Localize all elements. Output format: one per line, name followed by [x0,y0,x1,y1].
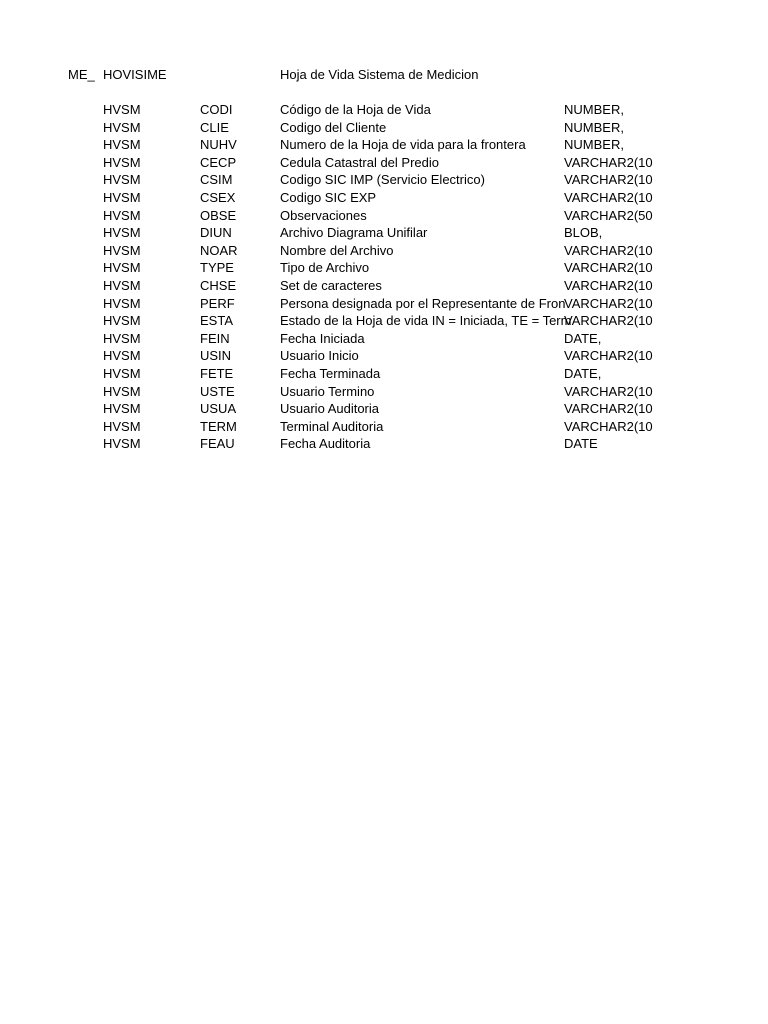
row-data-type: VARCHAR2(10 [564,154,653,170]
table-row [0,330,768,348]
row-description: Codigo SIC IMP (Servicio Electrico) [280,172,485,188]
row-description: Fecha Terminada [280,365,381,381]
row-table-code: HVSM [103,207,141,223]
row-data-type: VARCHAR2(10 [564,260,653,276]
table-row [0,119,768,137]
row-description: Terminal Auditoria [280,418,384,434]
row-data-type: VARCHAR2(10 [564,313,653,329]
row-column-code: TYPE [200,260,234,276]
row-description: Set de caracteres [280,277,382,293]
row-data-type: DATE, [564,330,602,346]
row-column-code: USIN [200,348,232,364]
row-data-type: VARCHAR2(10 [564,242,653,258]
table-row [0,207,768,225]
row-column-code: NUHV [200,137,237,153]
row-column-code: CSIM [200,172,233,188]
row-column-code: ESTA [200,313,233,329]
row-table-code: HVSM [103,383,141,399]
table-row [0,418,768,436]
row-table-code: HVSM [103,330,141,346]
row-description: Estado de la Hoja de vida IN = Iniciada, TE = Term [280,313,572,329]
row-table-code: HVSM [103,225,141,241]
row-description: Fecha Auditoria [280,436,371,452]
row-column-code: CECP [200,154,237,170]
row-column-code: USTE [200,383,235,399]
table-row [0,154,768,172]
row-data-type: NUMBER, [564,102,624,117]
row-table-code: HVSM [103,137,141,153]
row-column-code: PERF [200,295,235,311]
row-table-code: HVSM [103,418,141,434]
row-column-code: CSEX [200,189,236,205]
row-data-type: BLOB, [564,225,603,241]
row-table-code: HVSM [103,365,141,381]
row-table-code: HVSM [103,242,141,258]
row-column-code: CHSE [200,277,237,293]
row-data-type: VARCHAR2(10 [564,295,653,311]
row-data-type: VARCHAR2(50 [564,207,653,223]
row-column-code: FEIN [200,330,230,346]
table-row [0,101,768,119]
table-row [0,189,768,207]
row-table-code: HVSM [103,401,141,417]
table-row [0,224,768,242]
row-description: Nombre del Archivo [280,242,394,258]
table-row [0,312,768,330]
row-data-type: VARCHAR2(10 [564,189,653,205]
row-data-type: VARCHAR2(10 [564,383,653,399]
table-row [0,277,768,295]
row-description: Numero de la Hoja de vida para la frontera [280,137,526,153]
row-column-code: TERM [200,418,237,434]
row-description: Usuario Inicio [280,348,359,364]
row-table-code: HVSM [103,172,141,188]
table-row [0,435,768,453]
row-data-type: DATE, [564,365,602,381]
table-row [0,136,768,154]
row-data-type: VARCHAR2(10 [564,172,653,188]
row-description: Código de la Hoja de Vida [280,102,431,117]
table-row [0,259,768,277]
header-table-name: HOVISIME [103,67,167,82]
row-column-code: NOAR [200,242,238,258]
row-description: Archivo Diagrama Unifilar [280,225,428,241]
row-data-type: DATE [564,436,598,452]
row-data-type: VARCHAR2(10 [564,277,653,293]
table-row [0,295,768,313]
row-table-code: HVSM [103,313,141,329]
row-table-code: HVSM [103,260,141,276]
row-description: Codigo del Cliente [280,119,387,135]
row-column-code: CODI [200,102,233,117]
row-column-code: CLIE [200,119,229,135]
row-table-code: HVSM [103,277,141,293]
row-table-code: HVSM [103,102,141,117]
row-table-code: HVSM [103,436,141,452]
row-description: Cedula Catastral del Predio [280,154,439,170]
row-column-code: OBSE [200,207,237,223]
row-table-code: HVSM [103,154,141,170]
table-row [0,365,768,383]
row-column-code: FETE [200,365,234,381]
row-description: Tipo de Archivo [280,260,370,276]
row-description: Persona designada por el Representante de Fron [280,295,566,311]
column-definition-list [0,101,768,453]
row-description: Usuario Termino [280,383,375,399]
table-header-row [0,66,768,84]
row-column-code: FEAU [200,436,235,452]
row-description: Observaciones [280,207,367,223]
row-description: Usuario Auditoria [280,401,379,417]
row-table-code: HVSM [103,189,141,205]
table-row [0,171,768,189]
row-data-type: VARCHAR2(10 [564,348,653,364]
table-row [0,242,768,260]
row-data-type: VARCHAR2(10 [564,418,653,434]
table-row [0,347,768,365]
header-prefix: ME_ [68,67,95,82]
row-table-code: HVSM [103,348,141,364]
table-row [0,400,768,418]
header-description: Hoja de Vida Sistema de Medicion [280,67,479,82]
row-data-type: VARCHAR2(10 [564,401,653,417]
row-data-type: NUMBER, [564,137,624,153]
row-description: Codigo SIC EXP [280,189,377,205]
table-row [0,383,768,401]
row-table-code: HVSM [103,119,141,135]
row-table-code: HVSM [103,295,141,311]
row-column-code: USUA [200,401,237,417]
row-description: Fecha Iniciada [280,330,365,346]
row-column-code: DIUN [200,225,232,241]
row-data-type: NUMBER, [564,119,624,135]
